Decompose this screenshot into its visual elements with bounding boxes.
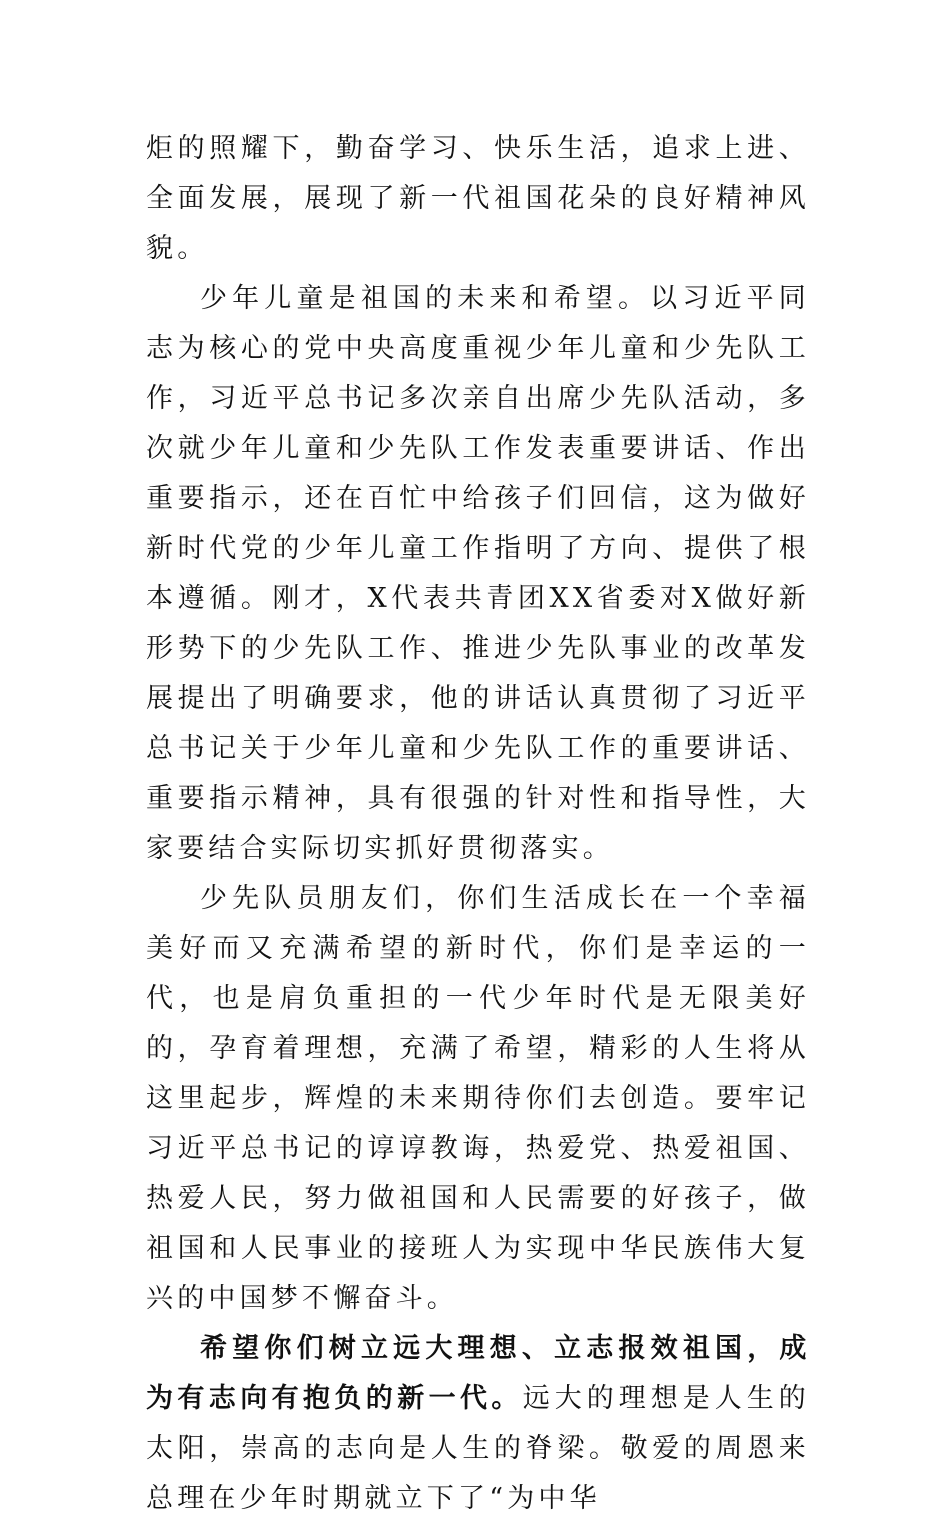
paragraph-4-text: 远大的理想是人生的太阳，崇高的志向是人生的脊梁。敬爱的周恩来总理在少年时期就立下了“为中华 [146,1383,810,1514]
document-body [146,124,810,1524]
paragraph-1 [146,124,810,274]
paragraph-2-text: 少年儿童是祖国的未来和希望。以习近平同志为核心的党中央高度重视少年儿童和少先队工作，习近平总书记多次亲自出席少先队活动，多次就少年儿童和少先队工作发表重要讲话、作出重要指示，还在百忙中给孩子们回信，这为做好新时代党的少年儿童工作指明了方向、提供了根本遵循。刚才，X代表共青团XX省委对X做好新形势下的少先队工作、推进少先队事业的改革发展提出了明确要求，他的讲话认真贯彻了习近平总书记关于少年儿童和少先队工作的重要讲话、重要指示精神，具有很强的针对性和指导性，大家要结合实际切实抓好贯彻落实。 [146,283,810,864]
paragraph-2 [146,274,810,874]
paragraph-3-text: 少先队员朋友们，你们生活成长在一个幸福美好而又充满希望的新时代，你们是幸运的一代，也是肩负重担的一代少年时代是无限美好的，孕育着理想，充满了希望，精彩的人生将从这里起步，辉煌的未来期待你们去创造。要牢记习近平总书记的谆谆教诲，热爱党、热爱祖国、热爱人民，努力做祖国和人民需要的好孩子，做祖国和人民事业的接班人为实现中华民族伟大复兴的中国梦不懈奋斗。 [146,883,810,1314]
paragraph-1-text: 炬的照耀下，勤奋学习、快乐生活，追求上进、全面发展，展现了新一代祖国花朵的良好精神风貌。 [146,133,810,264]
paragraph-4-bold-lead: 希望你们树立远大理想、立志报效祖国，成为有志向有抱负的新一代。 [146,1333,810,1414]
paragraph-3 [146,874,810,1324]
paragraph-4 [146,1324,810,1524]
